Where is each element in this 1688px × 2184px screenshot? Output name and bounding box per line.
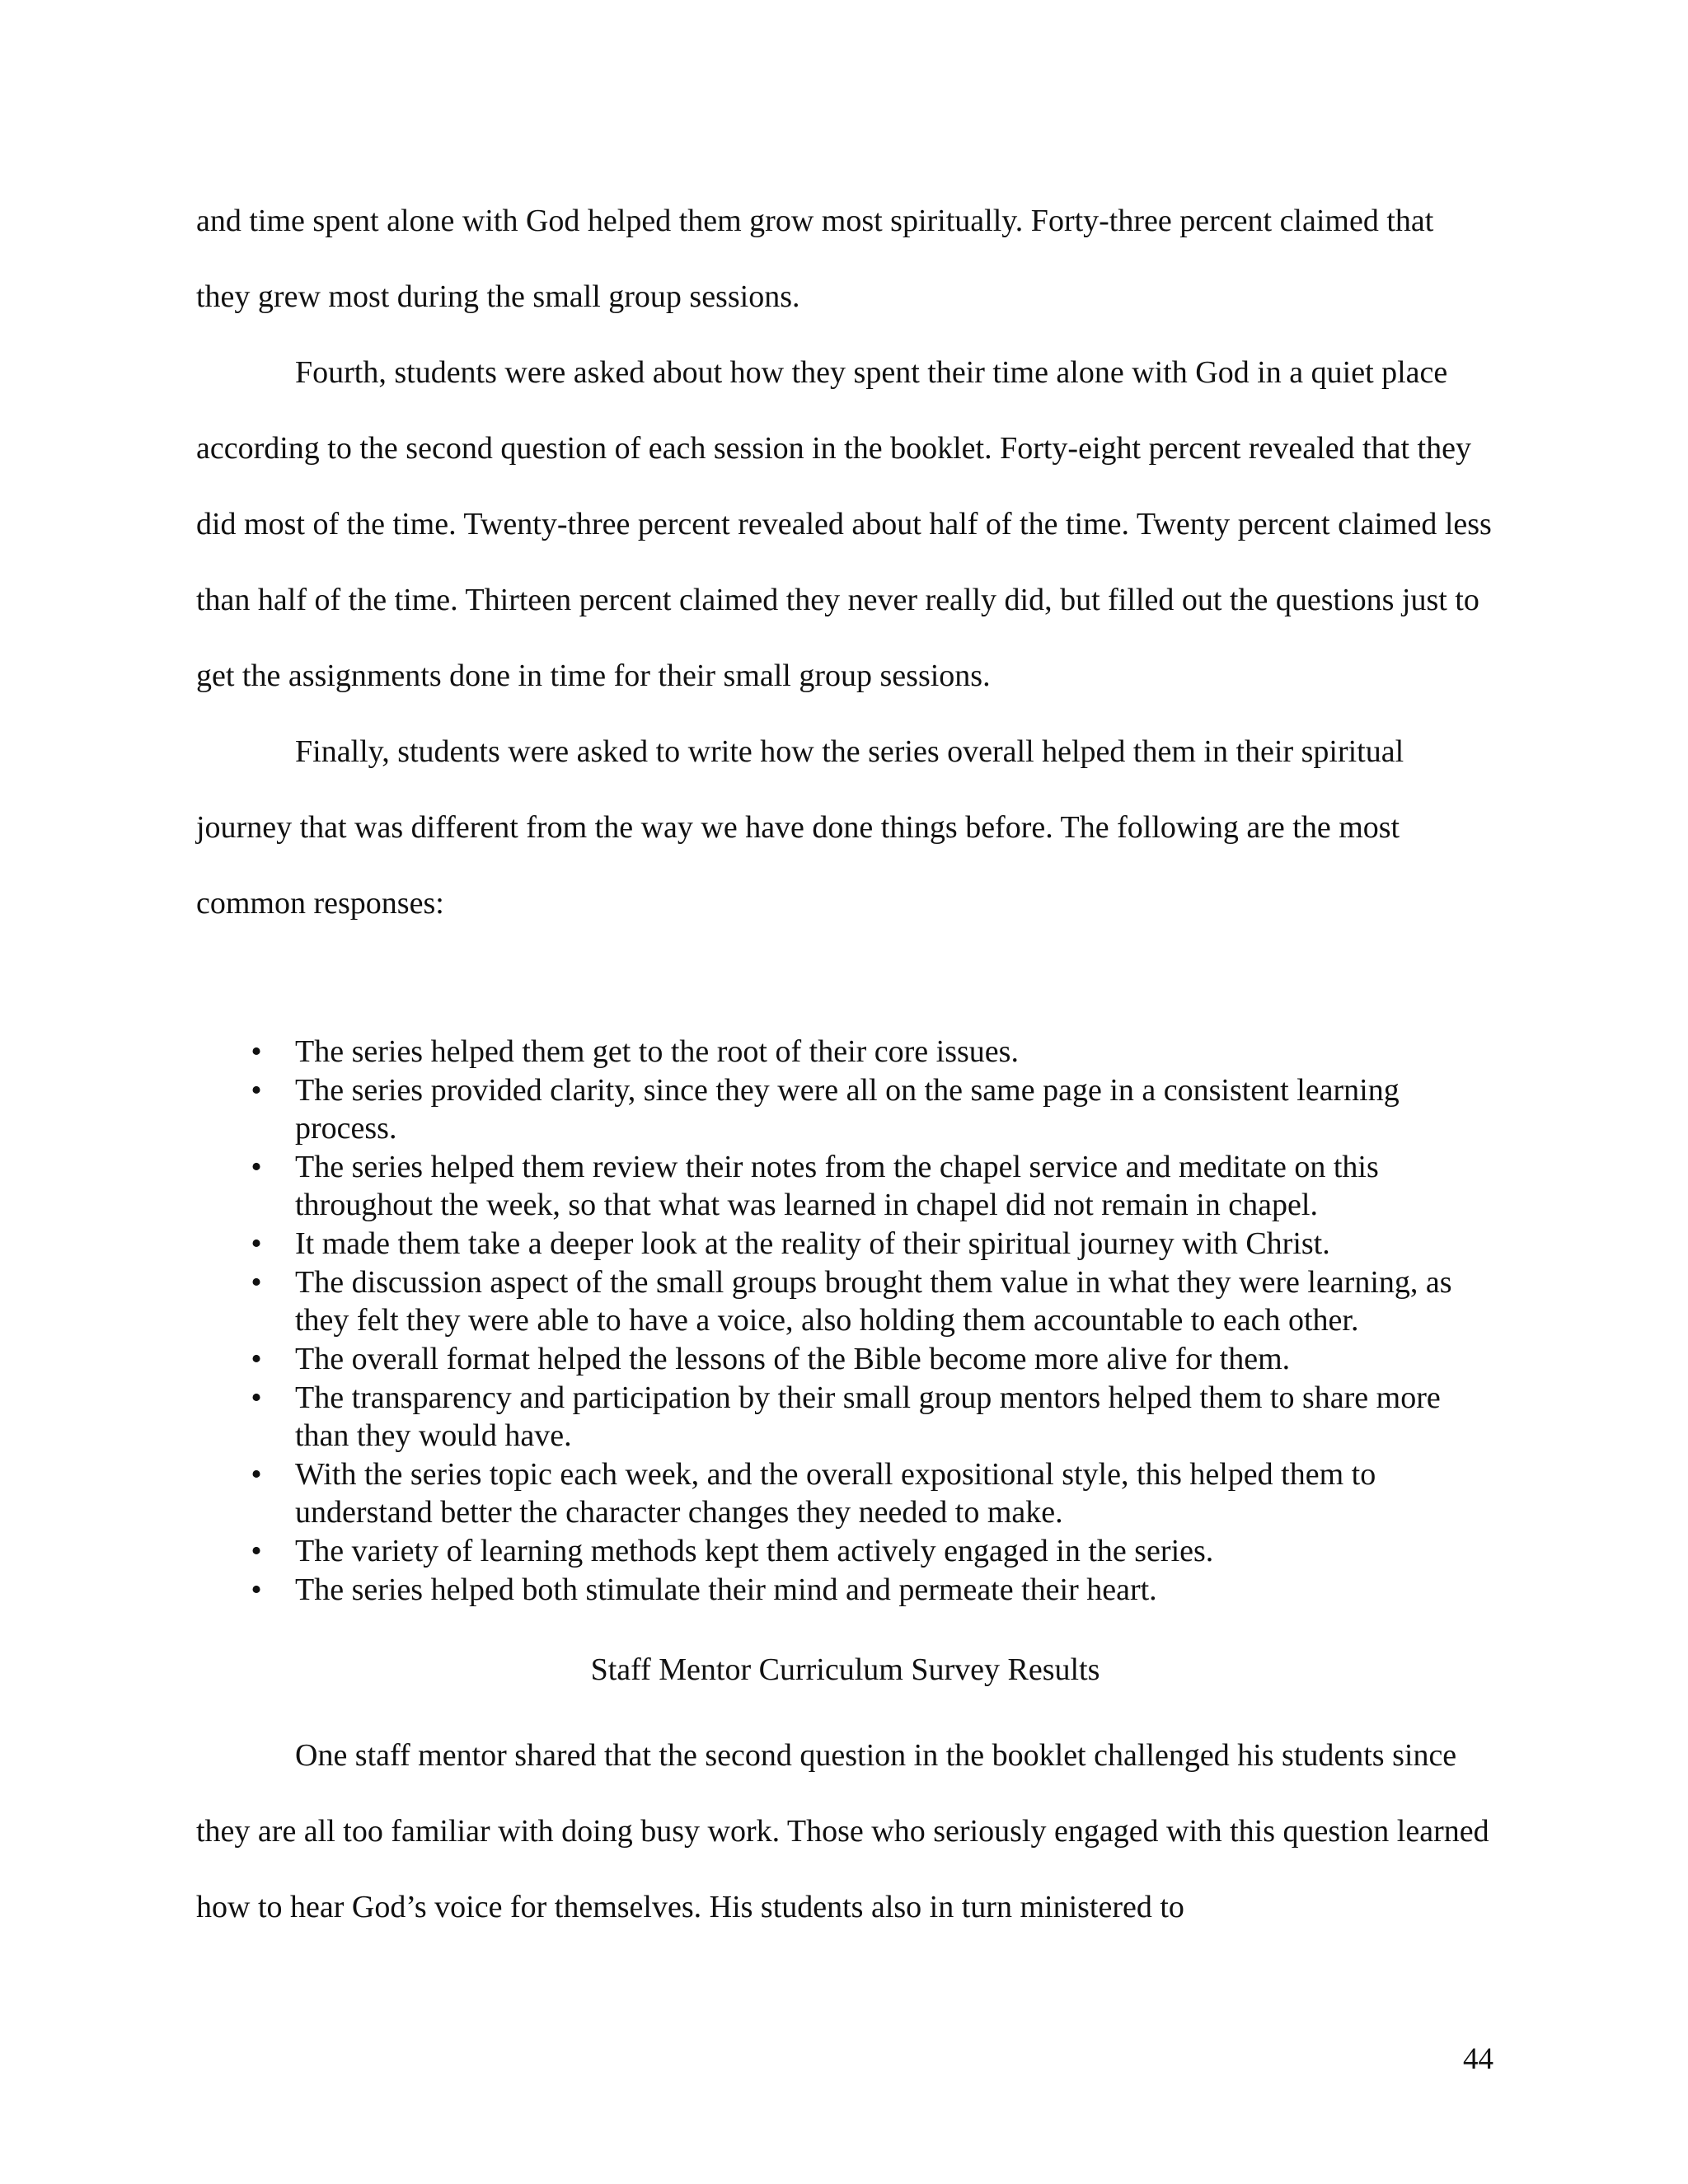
list-item-text: The series helped them get to the root of their core issues.	[295, 1034, 1019, 1069]
section-heading: Staff Mentor Curriculum Survey Results	[590, 1652, 1100, 1687]
bullet-icon: •	[251, 1380, 262, 1415]
bullet-icon: •	[251, 1150, 262, 1184]
paragraph-1: and time spent alone with God helped them grow most spiritually. Forty-three percent claimed that they grew most during the small group sessions.	[196, 204, 1434, 314]
list-item	[196, 1148, 1494, 1224]
bullet-icon: •	[251, 1073, 262, 1108]
list-item-text: The series provided clarity, since they were all on the same page in a consistent learning process.	[295, 1073, 1400, 1146]
bullet-icon: •	[251, 1342, 262, 1376]
paragraph-3: Finally, students were asked to write how the series overall helped them in their spiritual journey that was different from the way we have done things before. The following are the most common responses:	[196, 734, 1404, 921]
list-item-text: The transparency and participation by their small group mentors helped them to share more than they would have.	[295, 1380, 1441, 1453]
list-item	[196, 1263, 1494, 1339]
bullet-icon: •	[251, 1457, 262, 1492]
list-item-text: The variety of learning methods kept them actively engaged in the series.	[295, 1534, 1214, 1568]
bullet-icon: •	[251, 1034, 262, 1069]
list-item	[196, 1033, 1494, 1071]
responses-list	[196, 1033, 1494, 1610]
bullet-icon: •	[251, 1534, 262, 1568]
list-item	[196, 1379, 1494, 1455]
list-item-text: The discussion aspect of the small groups brought them value in what they were learning, as they felt they were able to have a voice, also holding them accountable to each other.	[295, 1265, 1452, 1338]
body-text-bottom	[196, 1718, 1494, 1945]
list-item	[196, 1455, 1494, 1531]
bullet-icon: •	[251, 1265, 262, 1300]
bullet-icon: •	[251, 1226, 262, 1261]
paragraph-4: One staff mentor shared that the second question in the booklet challenged his students since they are all too familiar with doing busy work. Those who seriously engaged with this question learned how to hear God’s voice for themselves. His students also in turn ministered to	[196, 1738, 1489, 1924]
list-item	[196, 1571, 1494, 1609]
list-item-text: The series helped them review their notes from the chapel service and meditate on this throughout the week, so that what was learned in chapel did not remain in chapel.	[295, 1150, 1379, 1222]
list-item-text: The overall format helped the lessons of the Bible become more alive for them.	[295, 1342, 1291, 1376]
list-item-text: The series helped both stimulate their mind and permeate their heart.	[295, 1572, 1157, 1607]
list-item	[196, 1071, 1494, 1147]
paragraph-2: Fourth, students were asked about how they spent their time alone with God in a quiet place according to the second question of each session in the booklet. Forty-eight percent revealed that they did most of the time. Twenty-three percent revealed about half of the time. Twenty percent claimed less than half of the time. Thirteen percent claimed they never really did, but filled out the questions just to get the assignments done in time for their small group sessions.	[196, 355, 1492, 693]
page-number: 44	[1463, 2042, 1493, 2076]
body-text-top	[196, 183, 1494, 941]
list-item-text: With the series topic each week, and the overall expositional style, this helped them to understand better the character changes they needed to make.	[295, 1457, 1376, 1530]
list-item-text: It made them take a deeper look at the reality of their spiritual journey with Christ.	[295, 1226, 1330, 1261]
bullet-icon: •	[251, 1572, 262, 1607]
list-item	[196, 1225, 1494, 1263]
list-item	[196, 1340, 1494, 1378]
list-item	[196, 1532, 1494, 1570]
